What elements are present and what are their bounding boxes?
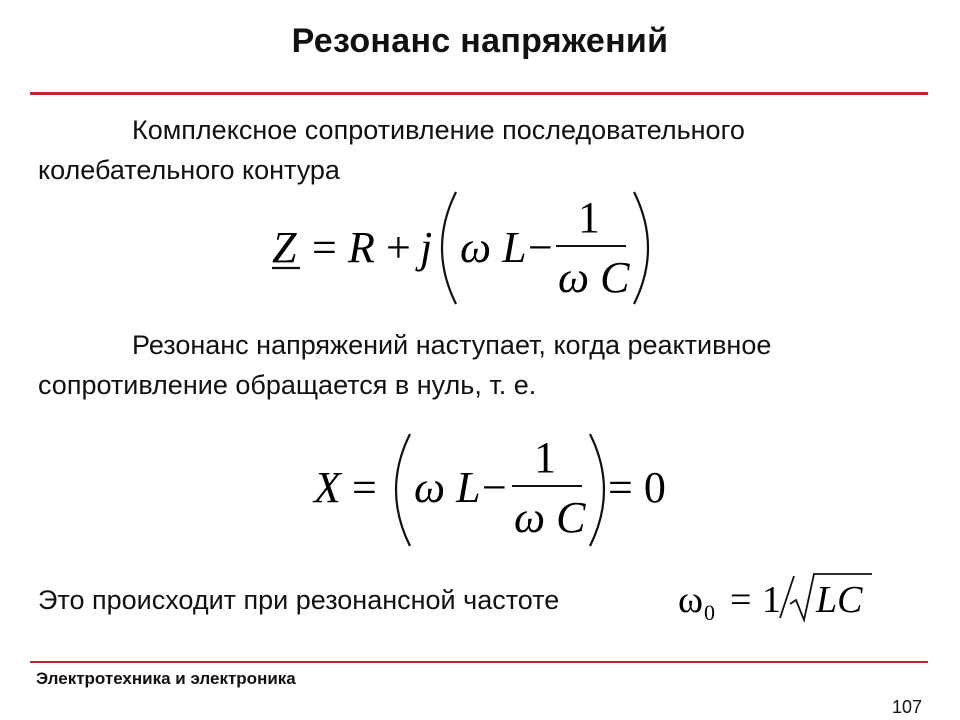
reactance-symbol: X	[314, 463, 341, 512]
fraction-numerator: 1	[578, 193, 600, 242]
paragraph-line: колебательного контура	[38, 155, 340, 185]
division-slash	[780, 576, 794, 618]
fraction-denominator: ω C	[514, 493, 586, 542]
right-paren	[590, 434, 604, 546]
left-paren	[396, 434, 410, 546]
lc-term: LC	[816, 579, 863, 621]
paragraph-line: Комплексное сопротивление последовательного	[132, 115, 745, 145]
equals-sign: =	[730, 579, 752, 621]
left-paren	[442, 192, 456, 304]
imaginary-unit: j	[420, 223, 433, 272]
course-name: Электротехника и электроника	[36, 669, 296, 688]
impedance-symbol: Z	[272, 223, 297, 272]
page-number: 107	[891, 697, 922, 717]
right-paren	[634, 192, 648, 304]
fraction-numerator: 1	[534, 433, 556, 482]
omega-subscript: 0	[704, 600, 715, 625]
resonant-frequency-formula	[676, 570, 876, 631]
paragraph-resonance-condition	[38, 325, 918, 405]
minus-sign: −	[482, 463, 507, 512]
paragraph-impedance	[38, 110, 918, 190]
minus-sign: −	[528, 223, 553, 272]
impedance-formula	[268, 186, 668, 321]
equals-sign: =	[312, 223, 337, 272]
omega-l-term: ω L	[460, 223, 527, 272]
title-divider	[30, 92, 928, 95]
paragraph-line: сопротивление обращается в нуль, т. е.	[38, 370, 537, 400]
resistance-symbol: R	[348, 223, 375, 272]
omega-l-term: ω L	[414, 463, 481, 512]
plus-sign: +	[386, 223, 411, 272]
fraction-denominator: ω C	[558, 253, 630, 302]
numerator-one: 1	[762, 579, 781, 621]
reactance-formula	[310, 428, 690, 563]
footer-divider	[30, 661, 928, 663]
paragraph-line: Резонанс напряжений наступает, когда реактивное	[132, 330, 772, 360]
equals-sign: =	[352, 463, 377, 512]
slide-title: Резонанс напряжений	[291, 22, 669, 60]
equals-zero: = 0	[608, 463, 666, 512]
omega-symbol: ω	[678, 579, 704, 621]
paragraph-line: Это происходит при резонансной частоте	[38, 585, 560, 615]
